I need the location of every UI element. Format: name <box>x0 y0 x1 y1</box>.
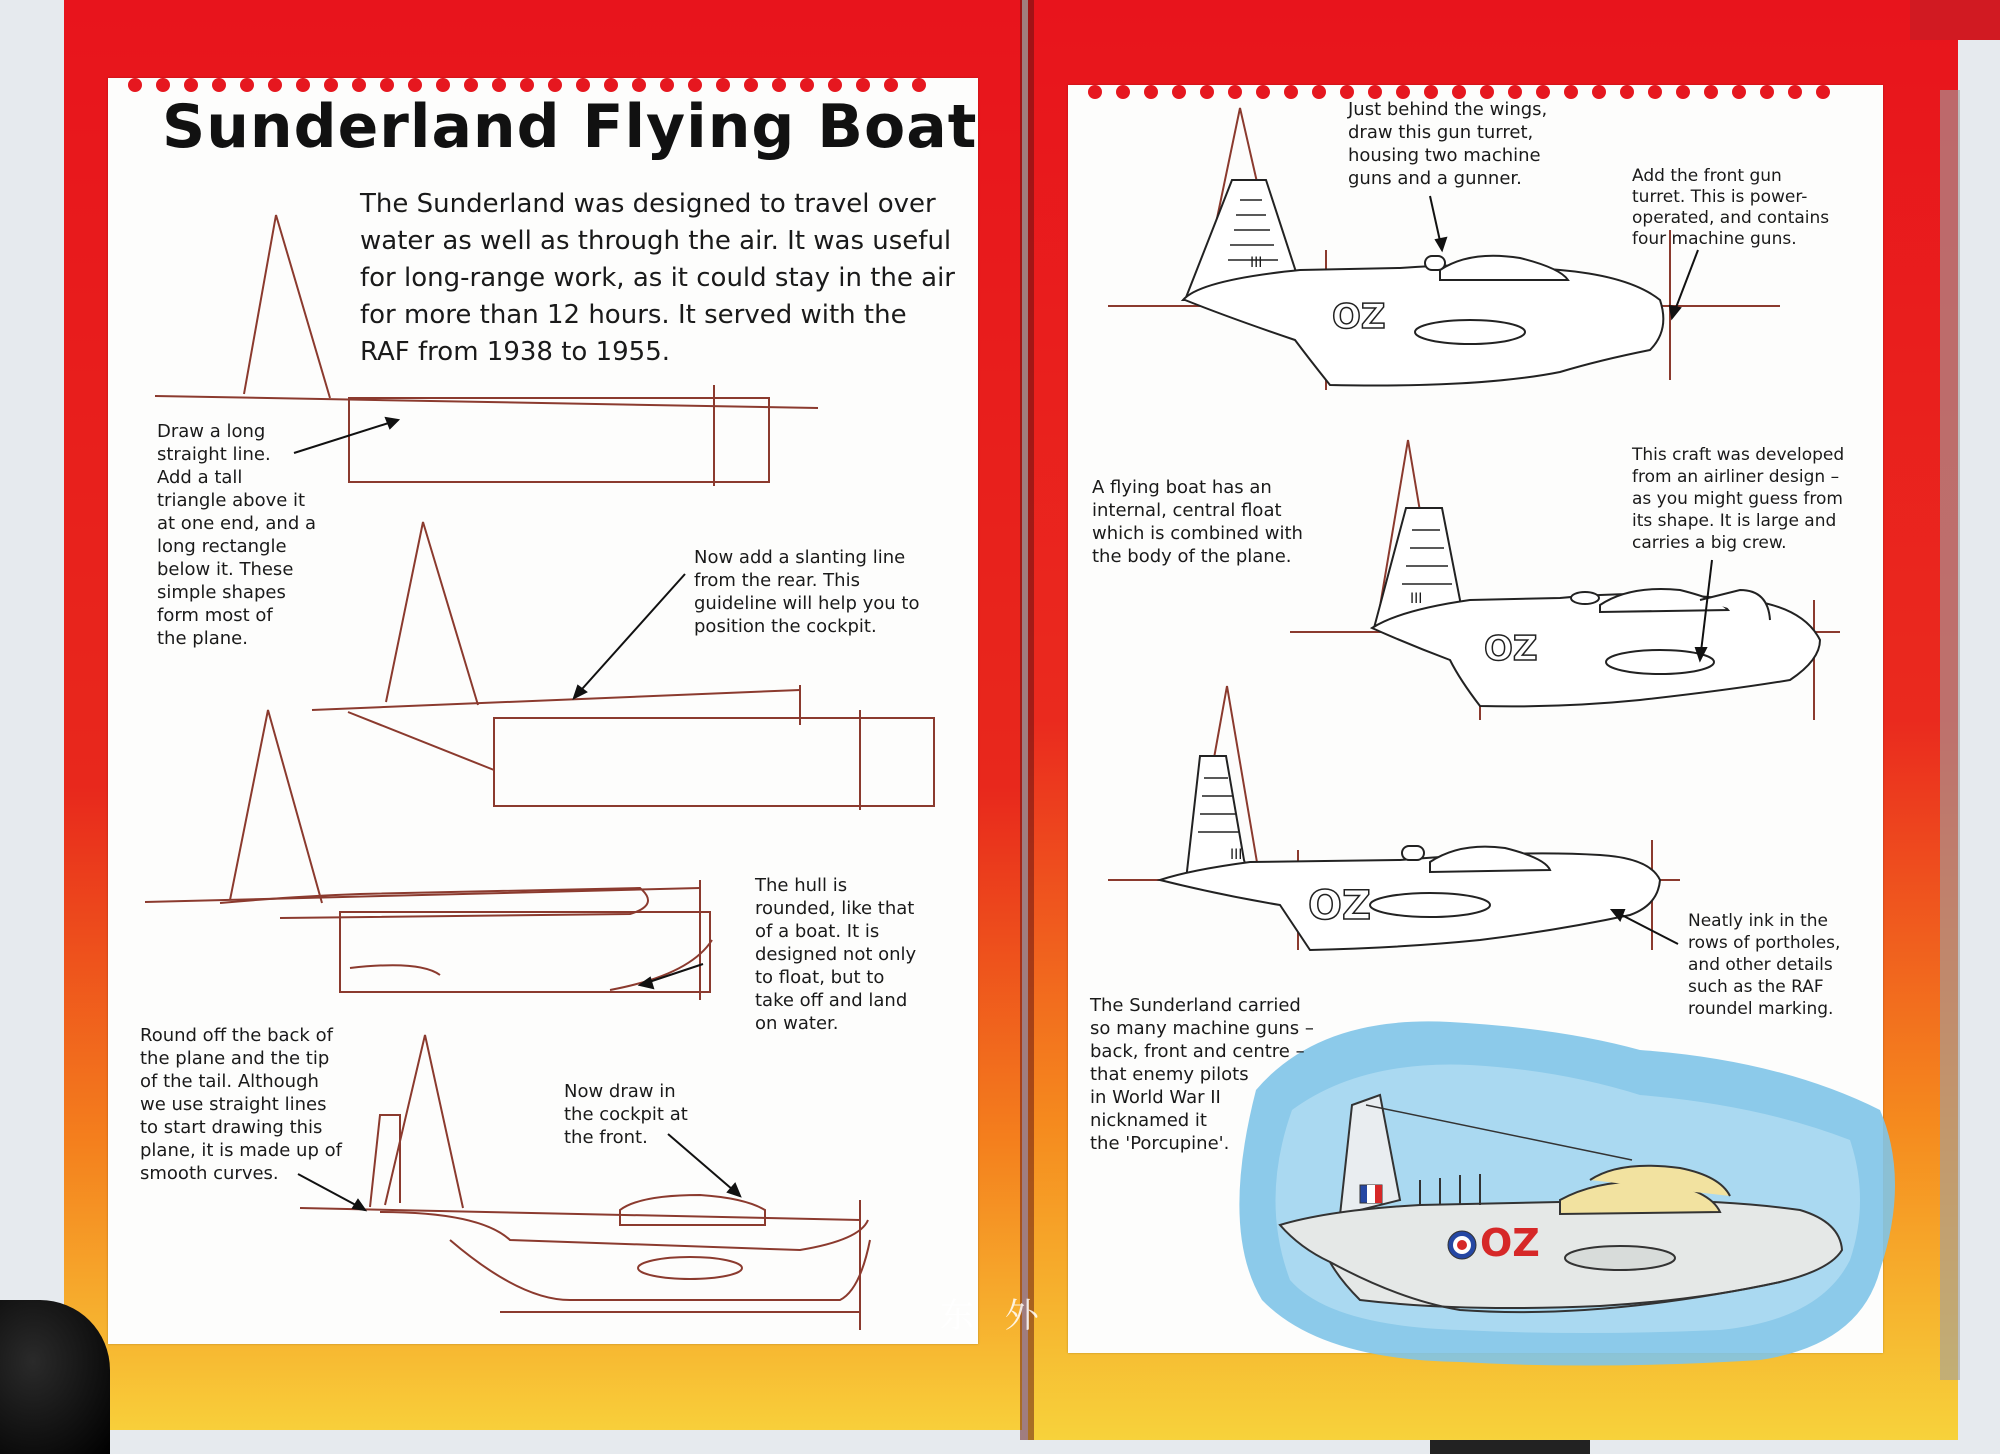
fin-marking-a: III <box>1250 255 1263 271</box>
portholes-instruction: Neatly ink in the rows of portholes, and other details such as the RAF roundel marking. <box>1688 911 1841 1019</box>
step3-instruction: The hull is rounded, like that of a boat. It is designed not only to float, but to take off and land on water. <box>755 875 917 1034</box>
plane-code-colour: OZ <box>1480 1221 1540 1265</box>
float-instruction: A flying boat has an internal, central float which is combined with the body of the plane. <box>1092 477 1303 567</box>
plane-code-a: OZ <box>1332 297 1386 337</box>
airliner-instruction: This craft was developed from an airliner design – as you might guess from its shape. It is large and carries a big crew. <box>1632 445 1845 553</box>
fin-marking-b: III <box>1410 591 1423 607</box>
porcupine-caption: The Sunderland carried so many machine guns – back, front and centre – that enemy pilots in World War II nicknamed it the 'Porcupine'. <box>1090 995 1314 1154</box>
step3-sketch <box>145 710 712 1000</box>
page-title: Sunderland Flying Boat <box>162 92 978 162</box>
plane-code-c: OZ <box>1308 883 1372 929</box>
fin-marking-c: III <box>1230 847 1243 863</box>
step5-instruction: Now draw in the cockpit at the front. <box>564 1081 688 1148</box>
plane-code-b: OZ <box>1484 629 1538 669</box>
step2-instruction: Now add a slanting line from the rear. This guideline will help you to position the cockpit. <box>694 547 920 637</box>
gun-turret-instruction: Just behind the wings, draw this gun turret, housing two machine guns and a gunner. <box>1348 99 1548 189</box>
intro-paragraph: The Sunderland was designed to travel over water as well as through the air. It was useful for long-range work, as it could stay in the air for more than 12 hours. It served with the RAF from 1938 to 1955. <box>360 189 955 367</box>
front-turret-instruction: Add the front gun turret. This is power- operated, and contains four machine guns. <box>1632 166 1830 249</box>
step4-instruction: Round off the back of the plane and the tip of the tail. Although we use straight lines to start drawing this plane, it is made up of smooth curves. <box>140 1025 342 1184</box>
plane-a <box>1183 180 1663 385</box>
watermark: 东 外 <box>940 1296 1049 1336</box>
step1-instruction: Draw a long straight line. Add a tall triangle above it at one end, and a long rectangle below it. These simple shapes form most of the plane. <box>157 421 316 649</box>
bottom-strip <box>1430 1440 1590 1454</box>
